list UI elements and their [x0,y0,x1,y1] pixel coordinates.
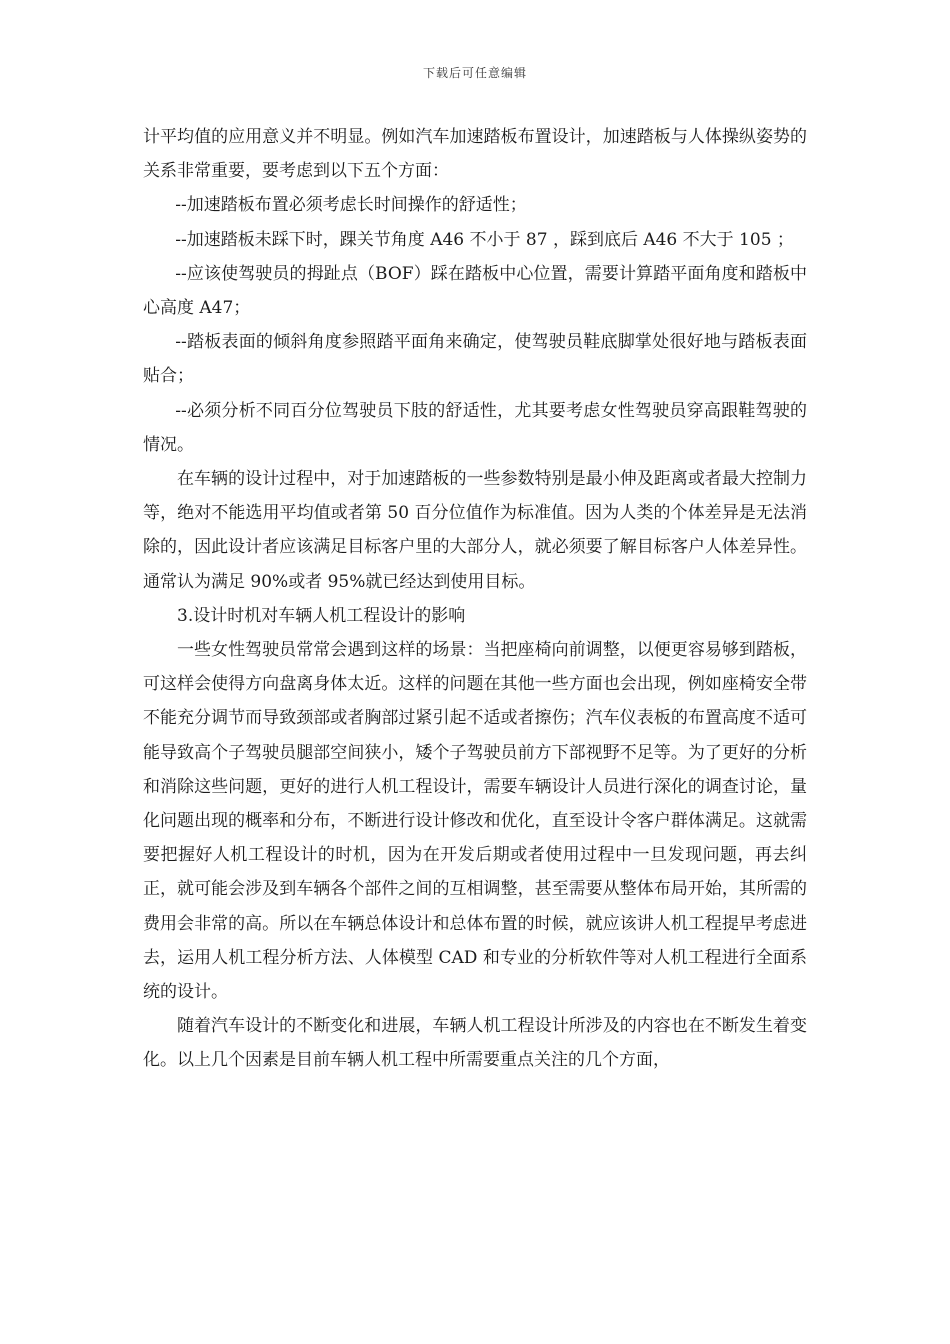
section-heading: 3.设计时机对车辆人机工程设计的影响 [177,605,466,626]
paragraph-design-process: 在车辆的设计过程中，对于加速踏板的一些参数特别是最小伸及距离或者最大控制力等，绝对不能选用平均值或者第 50 百分位值作为标准值。因为人类的个体差异是无法消除的，因此设计者应该满足目标客户里的大部分人，就必须要了解目标客户人体差异性。通常认为满足 90%或者 95%就已经达到使用目标。 [143,469,807,592]
paragraph-continuation: 计平均值的应用意义并不明显。例如汽车加速踏板布置设计，加速踏板与人体操纵姿势的关系非常重要，要考虑到以下五个方面： [143,127,807,182]
document-body [143,120,807,1078]
bullet-comfort: --加速踏板布置必须考虑长时间操作的舒适性； [175,195,527,216]
paragraph-design-timing: 一些女性驾驶员常常会遇到这样的场景：当把座椅向前调整，以便更容易够到踏板，可这样会使得方向盘离身体太近。这样的问题在其他一些方面也会出现，例如座椅安全带不能充分调节而导致颈部或者胸部过紧引起不适或者擦伤；汽车仪表板的布置高度不适可能导致高个子驾驶员腿部空间狭小，矮个子驾驶员前方下部视野不足等。为了更好的分析和消除这些问题，更好的进行人机工程设计，需要车辆设计人员进行深化的调查讨论，量化问题出现的概率和分布，不断进行设计修改和优化，直至设计令客户群体满足。这就需要把握好人机工程设计的时机，因为在开发后期或者使用过程中一旦发现问题，再去纠正，就可能会涉及到车辆各个部件之间的互相调整，甚至需要从整体布局开始，其所需的费用会非常的高。所以在车辆总体设计和总体布置的时候，就应该讲人机工程提早考虑进去，运用人机工程分析方法、人体模型 CAD 和专业的分析软件等对人机工程进行全面系统的设计。 [143,640,807,1003]
bullet-percentile-comfort: --必须分析不同百分位驾驶员下肢的舒适性，尤其要考虑女性驾驶员穿高跟鞋驾驶的情况。 [143,400,807,455]
paragraph-conclusion: 随着汽车设计的不断变化和进展，车辆人机工程设计所涉及的内容也在不断发生着变化。以上几个因素是目前车辆人机工程中所需要重点关注的几个方面， [143,1016,807,1071]
page-header: 下载后可任意编辑 [422,66,527,80]
bullet-ankle-angle: --加速踏板未踩下时，踝关节角度 A46 不小于 87 ，踩到底后 A46 不大于 105 ； [175,229,794,250]
bullet-pedal-surface: --踏板表面的倾斜角度参照踏平面角来确定，使驾驶员鞋底脚掌处很好地与踏板表面贴合； [143,332,807,387]
bullet-bof-position: --应该使驾驶员的拇趾点（BOF）踩在踏板中心位置，需要计算踏平面角度和踏板中心高度 A47； [143,263,807,319]
